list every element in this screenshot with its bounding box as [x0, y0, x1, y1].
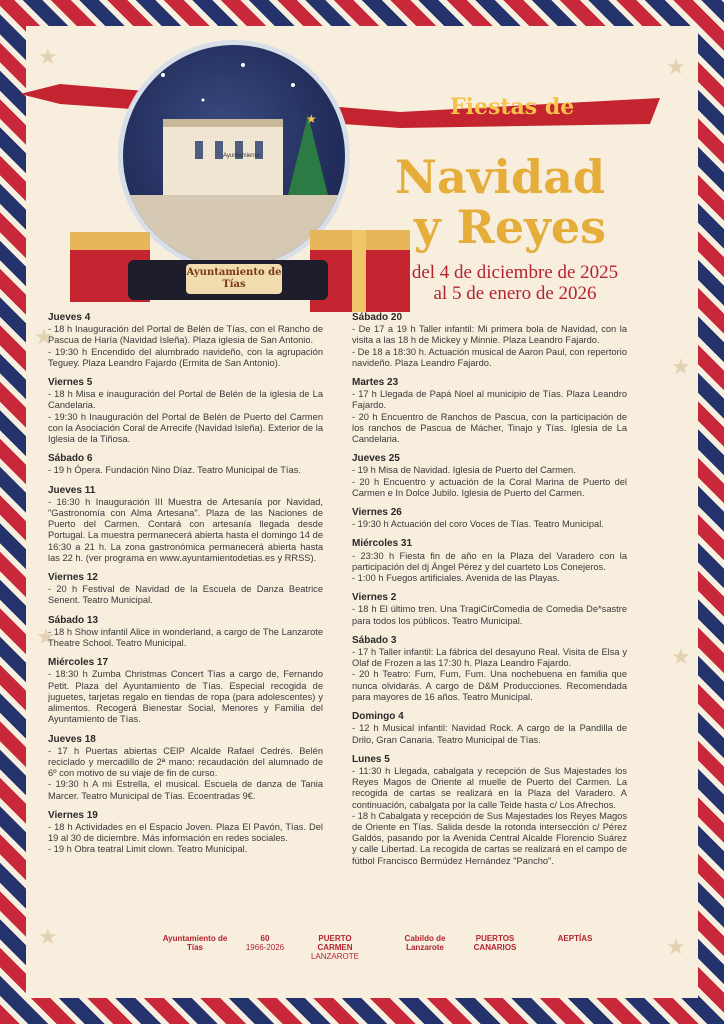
event-day	[352, 312, 627, 369]
event-day	[352, 538, 627, 584]
star-icon: ★	[38, 44, 58, 69]
sponsor-logo	[160, 920, 230, 970]
program-right-column	[352, 312, 627, 875]
event-item: - 1:00 h Fuegos artificiales. Avenida de las Playas.	[352, 573, 560, 584]
event-item: - 19:30 h A mi Estrella, el musical. Escuela de danza de Tania Marcer. Teatro Municipal de Tías. Ecoentradas 9€.	[48, 779, 323, 801]
event-day	[48, 453, 323, 476]
sponsor-logo-sub: LANZAROTE	[310, 952, 359, 961]
sponsor-logo-name: Ayuntamiento de Tías	[162, 934, 228, 952]
event-day	[352, 754, 627, 867]
sponsor-logo-name: PUERTOS CANARIOS	[473, 934, 517, 952]
sponsor-logo	[230, 920, 300, 970]
event-day	[48, 734, 323, 802]
event-item: - 16:30 h Inauguración III Muestra de Artesanía por Navidad, "Gastronomía con Alma Artesana". Plaza de las Naciones de Puerto del Carmen. Contará con artesanía llegada desde Portugal. La muestra permanecerá abierta hasta el domingo 14 de 16:30 a 21 h. La zona gastronómica permanecerá abierta hasta las 22 h. (ver programa en www.ayuntamientodetias.es y RRSS).	[48, 496, 323, 563]
event-item: - De 17 a 19 h Taller infantil: Mi primera bola de Navidad, con la visita a las 18 h de Mickey y Minnie. Plaza Leandro Fajardo.	[352, 324, 627, 346]
event-day-title: Jueves 11	[48, 484, 96, 496]
star-icon: ★	[671, 354, 691, 379]
event-item: - 19 h Obra teatral Limit clown. Teatro Municipal.	[48, 844, 248, 855]
ribbon-title: Fiestas de	[450, 94, 575, 120]
event-item: - 18 h El último tren. Una TragiCirComedia de Comedia De*sastre para todos los públicos. Teatro Municipal.	[352, 604, 627, 626]
event-item: - 20 h Teatro: Fum, Fum, Fum. Una nochebuena en familia que nunca olvidarás. A cargo de D&M Producciones. Recomendada para mayores de 16 años. Teatro Municipal.	[352, 669, 627, 702]
event-day-title: Sábado 3	[352, 634, 397, 646]
globe-plaque	[186, 264, 282, 294]
event-day-title: Martes 23	[352, 377, 399, 389]
title-reyes: y Reyes	[413, 200, 607, 254]
event-item: - 23:30 h Fiesta fin de año en la Plaza del Varadero con la participación del dj Ángel Pérez y del cuarteto Los Conejeros.	[352, 550, 627, 572]
event-item: - 20 h Encuentro y actuación de la Coral Marina de Puerto del Carmen e In Dolce Jubilo. Iglesia de Puerto del Carmen.	[352, 476, 627, 498]
globe-plaque-label: Ayuntamiento de Tías	[186, 267, 282, 290]
sponsor-logo-name: Cabildo de Lanzarote	[404, 934, 446, 952]
event-day-title: Jueves 25	[352, 453, 400, 465]
event-item: - 20 h Encuentro de Ranchos de Pascua, con la participación de los ranchos de Pascua de Mácher, Tinajo y Tías. Iglesia de La Candelaria.	[352, 411, 627, 445]
event-item: - 19 h Misa de Navidad. Iglesia de Puerto del Carmen.	[352, 465, 576, 476]
date-range	[390, 262, 640, 304]
building-sign: Ayuntamiento	[223, 153, 260, 159]
event-day-title: Miércoles 31	[352, 538, 413, 550]
event-item: - 19:30 h Actuación del coro Voces de Tías. Teatro Municipal.	[352, 519, 604, 530]
svg-text:★: ★	[306, 112, 317, 126]
event-day-title: Lunes 5	[352, 753, 390, 765]
event-item: - 17 h Taller infantil: La fábrica del desayuno Real. Visita de Elsa y Olaf de Frozen a las 17:30 h. Plaza Leandro Fajardo.	[352, 647, 627, 669]
event-day	[48, 312, 323, 369]
event-item: - 18:30 h Zumba Christmas Concert Tías a cargo de, Fernando Petit. Plaza del Ayuntamiento de Tías. Especial recogida de juguetes, tarjetas regalo en tiendas de ropa (para adolescentes) y alimentos. Recogerá Bienestar Social, Menores y Familia del Ayuntamiento de Tías.	[48, 669, 323, 725]
star-icon: ★	[38, 924, 58, 949]
event-day	[352, 592, 627, 627]
event-day	[352, 453, 627, 499]
event-day-title: Viernes 26	[352, 507, 402, 519]
event-item: - 17 h Llegada de Papá Noel al municipio de Tías. Plaza Leandro Fajardo.	[352, 389, 627, 411]
event-day-title: Miércoles 17	[48, 657, 109, 669]
event-day	[352, 377, 627, 445]
star-icon: ★	[666, 934, 686, 959]
event-item: - 18 h Inauguración del Portal de Belén de Tías, con el Rancho de Pascua de Haría (Navidad Isleña). Plaza iglesia de San Antonio.	[48, 324, 323, 346]
event-item: - 11:30 h Llegada, cabalgata y recepción de Sus Majestades los Reyes Magos de Oriente al muelle de Puerto del Carmen. La recogida de cartas se realizará en la Plaza del Varadero. A continuación, cabalgata por la calle Teide hasta c/ Los Afrechos.	[352, 765, 627, 810]
event-item: - 18 h Cabalgata y recepción de Sus Majestades los Reyes Magos de Oriente en Tías. Salida desde la rotonda intersección c/ Pérez Galdós, pasando por la Avenida Central Alcalde Florencio Suárez y calle Libertad. La recogida de cartas se realizará en el campo de fútbol Francisco Bermúdez Hernández "Pancho".	[352, 810, 627, 866]
event-day-title: Sábado 20	[352, 312, 403, 323]
event-day	[352, 711, 627, 746]
event-day	[48, 810, 323, 856]
event-item: - 12 h Musical infantil: Navidad Rock. A cargo de la Pandilla de Drilo, Gran Canaria. Teatro Municipal de Tías.	[352, 723, 627, 745]
event-item: - 19:30 h Encendido del alumbrado navideño, con la agrupación Teguey. Plaza Leandro Fajardo (Ermita de San Antonio).	[48, 346, 323, 368]
event-item: - 18 h Show infantil Alice in wonderland, a cargo de The Lanzarote Theatre School. Teatro Municipal.	[48, 626, 323, 649]
event-day-title: Viernes 2	[352, 592, 397, 604]
date-end: al 5 de enero de 2026	[433, 283, 597, 304]
event-day-title: Viernes 19	[48, 809, 98, 821]
event-item: - 17 h Puertas abiertas CEIP Alcalde Rafael Cedrés. Belén reciclado y mercadillo de 2ª mano: recaudación del alumnado de 6º con motivo de su viaje de fin de curso.	[48, 745, 323, 779]
sponsor-logo	[390, 920, 460, 970]
star-icon: ★	[666, 54, 686, 79]
event-day-title: Jueves 4	[48, 312, 91, 323]
sponsor-logo	[540, 920, 610, 970]
event-day	[48, 615, 323, 650]
title-navidad: Navidad	[394, 150, 606, 204]
event-day-title: Viernes 5	[48, 377, 93, 389]
event-day	[48, 657, 323, 725]
event-day-title: Viernes 12	[48, 572, 98, 584]
event-day	[48, 485, 323, 564]
event-item: - 19:30 h Inauguración del Portal de Belén de Puerto del Carmen con la Asociación Coral de Arrecife (Navidad Isleña). Exterior de la Iglesia de la Tiñosa.	[48, 411, 323, 445]
event-item: - 18 h Actividades en el Espacio Joven. Plaza El Pavón, Tías. Del 19 al 30 de diciembre. Más información en redes sociales.	[48, 821, 323, 844]
sponsor-logo-name: 60	[260, 934, 270, 943]
star-icon: ★	[34, 324, 54, 349]
event-day-title: Domingo 4	[352, 711, 404, 723]
event-item: - De 18 a 18:30 h. Actuación musical de Aaron Paul, con repertorio navideño. Plaza Leandro Fajardo.	[352, 346, 627, 368]
event-item: - 19 h Ópera. Fundación Nino Díaz. Teatro Municipal de Tías.	[48, 465, 301, 476]
program-left-column	[48, 312, 323, 864]
date-start: del 4 de diciembre de 2025	[411, 262, 619, 283]
event-item: - 20 h Festival de Navidad de la Escuela de Danza Beatrice Senent. Teatro Municipal.	[48, 584, 323, 606]
event-item: - 18 h Misa e inauguración del Portal de Belén de la iglesia de La Candelaria.	[48, 389, 323, 411]
event-day	[352, 635, 627, 703]
event-day	[352, 507, 627, 530]
sponsor-logos	[160, 920, 620, 970]
star-icon: ★	[36, 624, 56, 649]
star-icon: ★	[671, 644, 691, 669]
sponsor-logo-sub: 1966-2026	[245, 943, 285, 952]
event-day-title: Jueves 18	[48, 733, 96, 745]
sponsor-logo-name: PUERTO CARMEN	[317, 934, 353, 952]
event-day	[48, 572, 323, 607]
event-day-title: Sábado 13	[48, 614, 99, 626]
sponsor-logo	[300, 920, 370, 970]
sponsor-logo	[460, 920, 530, 970]
event-day-title: Sábado 6	[48, 453, 93, 465]
event-day	[48, 377, 323, 445]
sponsor-logo-name: AEPTÍAS	[557, 934, 593, 943]
